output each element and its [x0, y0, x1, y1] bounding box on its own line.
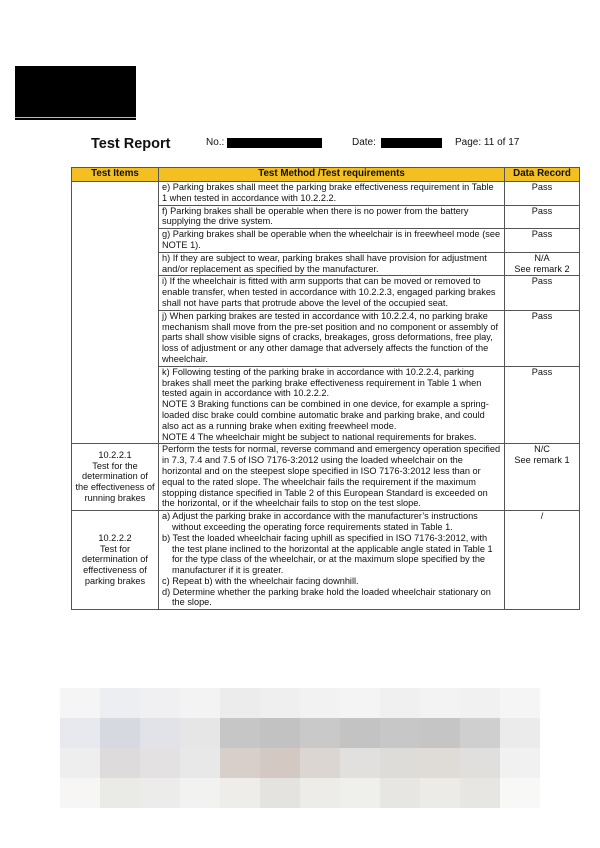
- test-item-cell: 10.2.2.2 Test for determination of effectiveness of parking brakes: [72, 511, 159, 610]
- pixelated-block: [60, 748, 100, 778]
- pixelated-block: [460, 688, 500, 718]
- pixelated-block: [60, 688, 100, 718]
- pixelated-block: [260, 718, 300, 748]
- pixelated-block: [420, 718, 460, 748]
- test-method-cell: j) When parking brakes are tested in accordance with 10.2.2.4, no parking brake mechanism shall move from the pre-set position and no component or assembly of parts shall show visible signs of cracks, breakages, gross deformations, free play, loss of adjustment or any other damage that adversely affects the function of the wheelchair.: [159, 310, 505, 366]
- pixelated-block: [220, 718, 260, 748]
- pixelated-block: [500, 688, 540, 718]
- test-method-cell: i) If the wheelchair is fitted with arm supports that can be moved or removed to enable transfer, when tested in accordance with 10.2.2.3, engaged parking brakes shall not have parts that protrude above the level of the occupied seat.: [159, 276, 505, 310]
- pixelated-block: [180, 718, 220, 748]
- pixelated-block: [260, 748, 300, 778]
- data-record-cell: Pass: [505, 229, 580, 253]
- pixelated-block: [380, 688, 420, 718]
- data-record-cell: Pass: [505, 205, 580, 229]
- pixelated-block: [340, 748, 380, 778]
- pixelated-block: [300, 718, 340, 748]
- pixelated-block: [380, 748, 420, 778]
- pixelated-block: [60, 718, 100, 748]
- pixelated-block: [220, 778, 260, 808]
- pixelated-block: [380, 778, 420, 808]
- test-method-cell: e) Parking brakes shall meet the parking brake effectiveness requirement in Table 1 when tested in accordance with 10.2.2.2.: [159, 182, 505, 206]
- pixelated-block: [180, 778, 220, 808]
- data-record-cell: Pass: [505, 366, 580, 444]
- procedure-step: d) Determine whether the parking brake hold the loaded wheelchair stationary on the slope.: [162, 586, 491, 608]
- pixelated-block: [500, 778, 540, 808]
- pixelated-block: [140, 748, 180, 778]
- redacted-report-number: [227, 138, 322, 148]
- pixelated-block: [460, 718, 500, 748]
- test-item-cell: 10.2.2.1 Test for the determination of the effectiveness of running brakes: [72, 444, 159, 511]
- pixelated-block: [100, 748, 140, 778]
- pixelated-block: [300, 748, 340, 778]
- pixelated-block: [460, 778, 500, 808]
- pixelated-block: [260, 688, 300, 718]
- data-record-cell: Pass: [505, 276, 580, 310]
- date-label: Date:: [352, 137, 376, 148]
- pixelated-block: [420, 748, 460, 778]
- table-row: [72, 444, 580, 511]
- test-report-table: [71, 167, 580, 610]
- pixelated-block: [140, 688, 180, 718]
- pixelated-block: [100, 718, 140, 748]
- test-method-cell: Perform the tests for normal, reverse command and emergency operation specified in 7.3, 7.4 and 7.5 of ISO 7176-3:2012 using the loaded wheelchair on the horizontal and on the steepest slope specified in ISO 7176-3:2012 less than or equal to the rated slope. The wheelchair fails the requirement if the maximum stopping distance specified in Table 2 of this European Standard is exceeded on the horizontal, or if the wheelchair fails to stop on the test slope.: [159, 444, 505, 511]
- pixelated-block: [180, 688, 220, 718]
- pixelated-block: [300, 688, 340, 718]
- test-method-cell: k) Following testing of the parking brake in accordance with 10.2.2.4, parking brakes shall meet the parking brake effectiveness requirement in Table 1 when tested again in accordance with 10.2.2.2. NOTE 3 Braking functions can be combined in one device, for example a spring-loaded disc brake could combine automatic brake and parking brake, and could also act as a running brake when exiting freewheel mode. NOTE 4 The wheelchair might be subject to national requirements for brakes.: [159, 366, 505, 444]
- test-method-cell: h) If they are subject to wear, parking brakes shall have provision for adjustment and/or replacement as specified by the manufacturer.: [159, 252, 505, 276]
- pixelated-block: [340, 778, 380, 808]
- table-row: [72, 182, 580, 206]
- test-item-cell: [72, 182, 159, 444]
- data-record-cell: N/A See remark 2: [505, 252, 580, 276]
- pixelated-block: [140, 718, 180, 748]
- data-record-cell: Pass: [505, 182, 580, 206]
- data-record-cell: /: [505, 511, 580, 610]
- data-record-cell: Pass: [505, 310, 580, 366]
- pixelated-block: [460, 748, 500, 778]
- column-header-test-method: Test Method /Test requirements: [159, 168, 505, 182]
- pixelated-block: [220, 688, 260, 718]
- redacted-date: [381, 138, 442, 148]
- pixelated-block: [140, 778, 180, 808]
- procedure-step: b) Test the loaded wheelchair facing uphill as specified in ISO 7176-3:2012, with the test plane inclined to the horizontal at the applicable angle stated in Table 1 for the type class of the wheelchair, or at the maximum slope specified by the manufacturer if it is greater.: [162, 532, 493, 576]
- redacted-logo: [15, 66, 136, 120]
- header-rule: [15, 117, 136, 118]
- procedure-step: c) Repeat b) with the wheelchair facing downhill.: [162, 575, 359, 586]
- test-method-cell: [159, 511, 505, 610]
- pixelated-block: [340, 688, 380, 718]
- report-number-label: No.:: [206, 137, 225, 148]
- pixelated-block: [300, 778, 340, 808]
- pixelated-block: [100, 688, 140, 718]
- table-header-row: [72, 168, 580, 182]
- procedure-step: a) Adjust the parking brake in accordance with the manufacturer’s instructions without exceeding the operating force requirements stated in Table 1.: [162, 511, 478, 532]
- pixelated-block: [500, 748, 540, 778]
- pixelated-block: [420, 688, 460, 718]
- pixelated-block: [100, 778, 140, 808]
- table-row: [72, 511, 580, 610]
- test-method-cell: f) Parking brakes shall be operable when there is no power from the battery supplying the drive system.: [159, 205, 505, 229]
- pixelated-block: [60, 778, 100, 808]
- pixelated-block: [180, 748, 220, 778]
- page-indicator: Page: 11 of 17: [455, 137, 520, 148]
- column-header-test-items: Test Items: [72, 168, 159, 182]
- pixelated-block: [340, 718, 380, 748]
- pixelated-block: [220, 748, 260, 778]
- pixelated-block: [380, 718, 420, 748]
- test-method-cell: g) Parking brakes shall be operable when the wheelchair is in freewheel mode (see NOTE 1).: [159, 229, 505, 253]
- pixelated-block: [500, 718, 540, 748]
- pixelated-block: [420, 778, 460, 808]
- pixelated-block: [260, 778, 300, 808]
- report-title: Test Report: [91, 136, 171, 152]
- column-header-data-record: Data Record: [505, 168, 580, 182]
- data-record-cell: N/C See remark 1: [505, 444, 580, 511]
